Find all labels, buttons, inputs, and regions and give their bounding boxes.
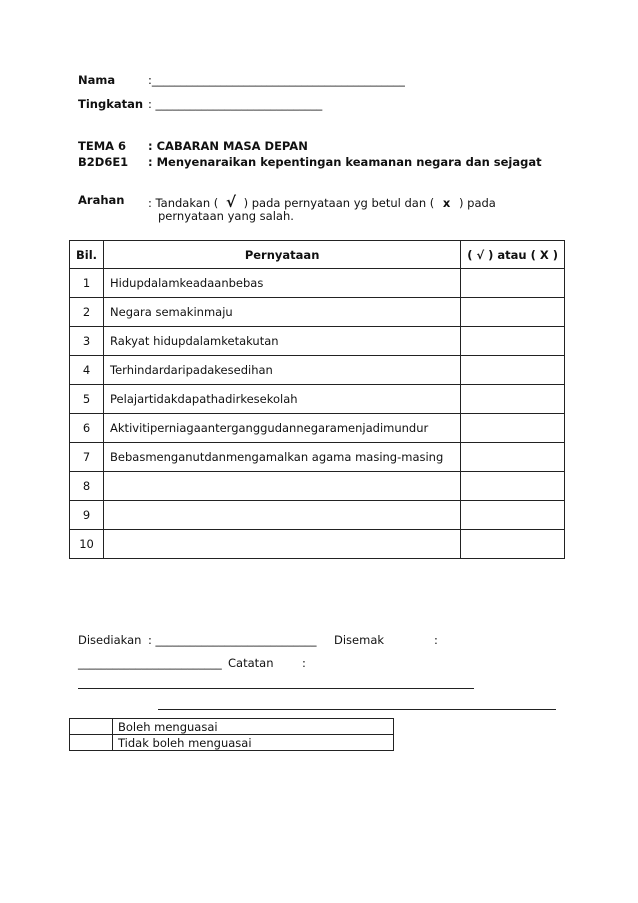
row-number: 10 [70, 530, 104, 559]
table-row [70, 356, 565, 385]
row-mark-cell[interactable] [461, 443, 565, 472]
row-mark-cell[interactable] [461, 327, 565, 356]
code-label: B2D6E1 [78, 155, 129, 169]
disemak-label: Disemak [334, 633, 385, 647]
row-statement: Rakyat hidupdalamketakutan [104, 327, 461, 356]
row-statement: Terhindardaripadakesedihan [104, 356, 461, 385]
arahan-line2: pernyataan yang salah. [158, 209, 294, 223]
arahan-mid: ) pada pernyataan yg betul dan ( [243, 196, 435, 210]
arahan-suffix: ) pada [459, 196, 496, 210]
row-mark-cell[interactable] [461, 269, 565, 298]
row-statement: Hidupdalamkeadaanbebas [104, 269, 461, 298]
row-mark-cell[interactable] [461, 298, 565, 327]
tingkatan-field[interactable]: : _____________________________ [148, 97, 323, 111]
table-row [70, 298, 565, 327]
learning-objective: : Menyenaraikan kepentingan keamanan negara dan sejagat [148, 155, 542, 169]
row-number: 6 [70, 414, 104, 443]
header-pernyataan: Pernyataan [104, 241, 461, 269]
row-number: 9 [70, 501, 104, 530]
arahan-label: Arahan [78, 193, 125, 207]
mastery-checkbox[interactable] [70, 719, 113, 735]
table-row [70, 530, 565, 559]
row-mark-cell[interactable] [461, 472, 565, 501]
row-number: 8 [70, 472, 104, 501]
tema-label: TEMA 6 [78, 139, 127, 153]
table-row [70, 327, 565, 356]
row-number: 4 [70, 356, 104, 385]
row-statement[interactable] [104, 472, 461, 501]
row-mark-cell[interactable] [461, 414, 565, 443]
row-statement[interactable] [104, 501, 461, 530]
mastery-row [70, 735, 394, 751]
disemak-field[interactable]: _________________________ [78, 656, 222, 670]
disediakan-label: Disediakan [78, 633, 142, 647]
row-statement: Bebasmenganutdanmengamalkan agama masing-masing [104, 443, 461, 472]
disemak-colon: : [434, 633, 438, 647]
row-statement: Negara semakinmaju [104, 298, 461, 327]
nama-field[interactable]: :____________________________________________ [148, 73, 405, 87]
row-number: 1 [70, 269, 104, 298]
row-mark-cell[interactable] [461, 501, 565, 530]
row-statement: Pelajartidakdapathadirkesekolah [104, 385, 461, 414]
cross-mark-icon: x [442, 196, 451, 210]
check-mark-icon: √ [225, 193, 236, 211]
row-statement[interactable] [104, 530, 461, 559]
row-number: 2 [70, 298, 104, 327]
mastery-table [69, 718, 394, 751]
nama-label: Nama [78, 73, 116, 87]
table-header-row [70, 241, 565, 269]
catatan-line-2[interactable] [158, 709, 556, 710]
row-mark-cell[interactable] [461, 385, 565, 414]
table-row [70, 269, 565, 298]
table-row [70, 414, 565, 443]
disediakan-field[interactable]: : ____________________________ [148, 633, 317, 647]
catatan-label: Catatan [228, 656, 274, 670]
table-row [70, 472, 565, 501]
tingkatan-label: Tingkatan [78, 97, 144, 111]
mastery-option-label: Boleh menguasai [113, 719, 394, 735]
header-bil: Bil. [70, 241, 104, 269]
table-row [70, 501, 565, 530]
mastery-row [70, 719, 394, 735]
header-mark: ( √ ) atau ( X ) [461, 241, 565, 269]
table-row [70, 385, 565, 414]
arahan-prefix: : Tandakan ( [148, 196, 219, 210]
catatan-colon: : [302, 656, 306, 670]
catatan-line-1[interactable] [78, 688, 474, 689]
row-number: 3 [70, 327, 104, 356]
row-number: 5 [70, 385, 104, 414]
statement-table [69, 240, 565, 559]
mastery-checkbox[interactable] [70, 735, 113, 751]
row-statement: Aktivitiperniagaanterganggudannegaramenjadimundur [104, 414, 461, 443]
table-row [70, 443, 565, 472]
tema-title: : CABARAN MASA DEPAN [148, 139, 308, 153]
row-mark-cell[interactable] [461, 356, 565, 385]
mastery-option-label: Tidak boleh menguasai [113, 735, 394, 751]
row-mark-cell[interactable] [461, 530, 565, 559]
row-number: 7 [70, 443, 104, 472]
